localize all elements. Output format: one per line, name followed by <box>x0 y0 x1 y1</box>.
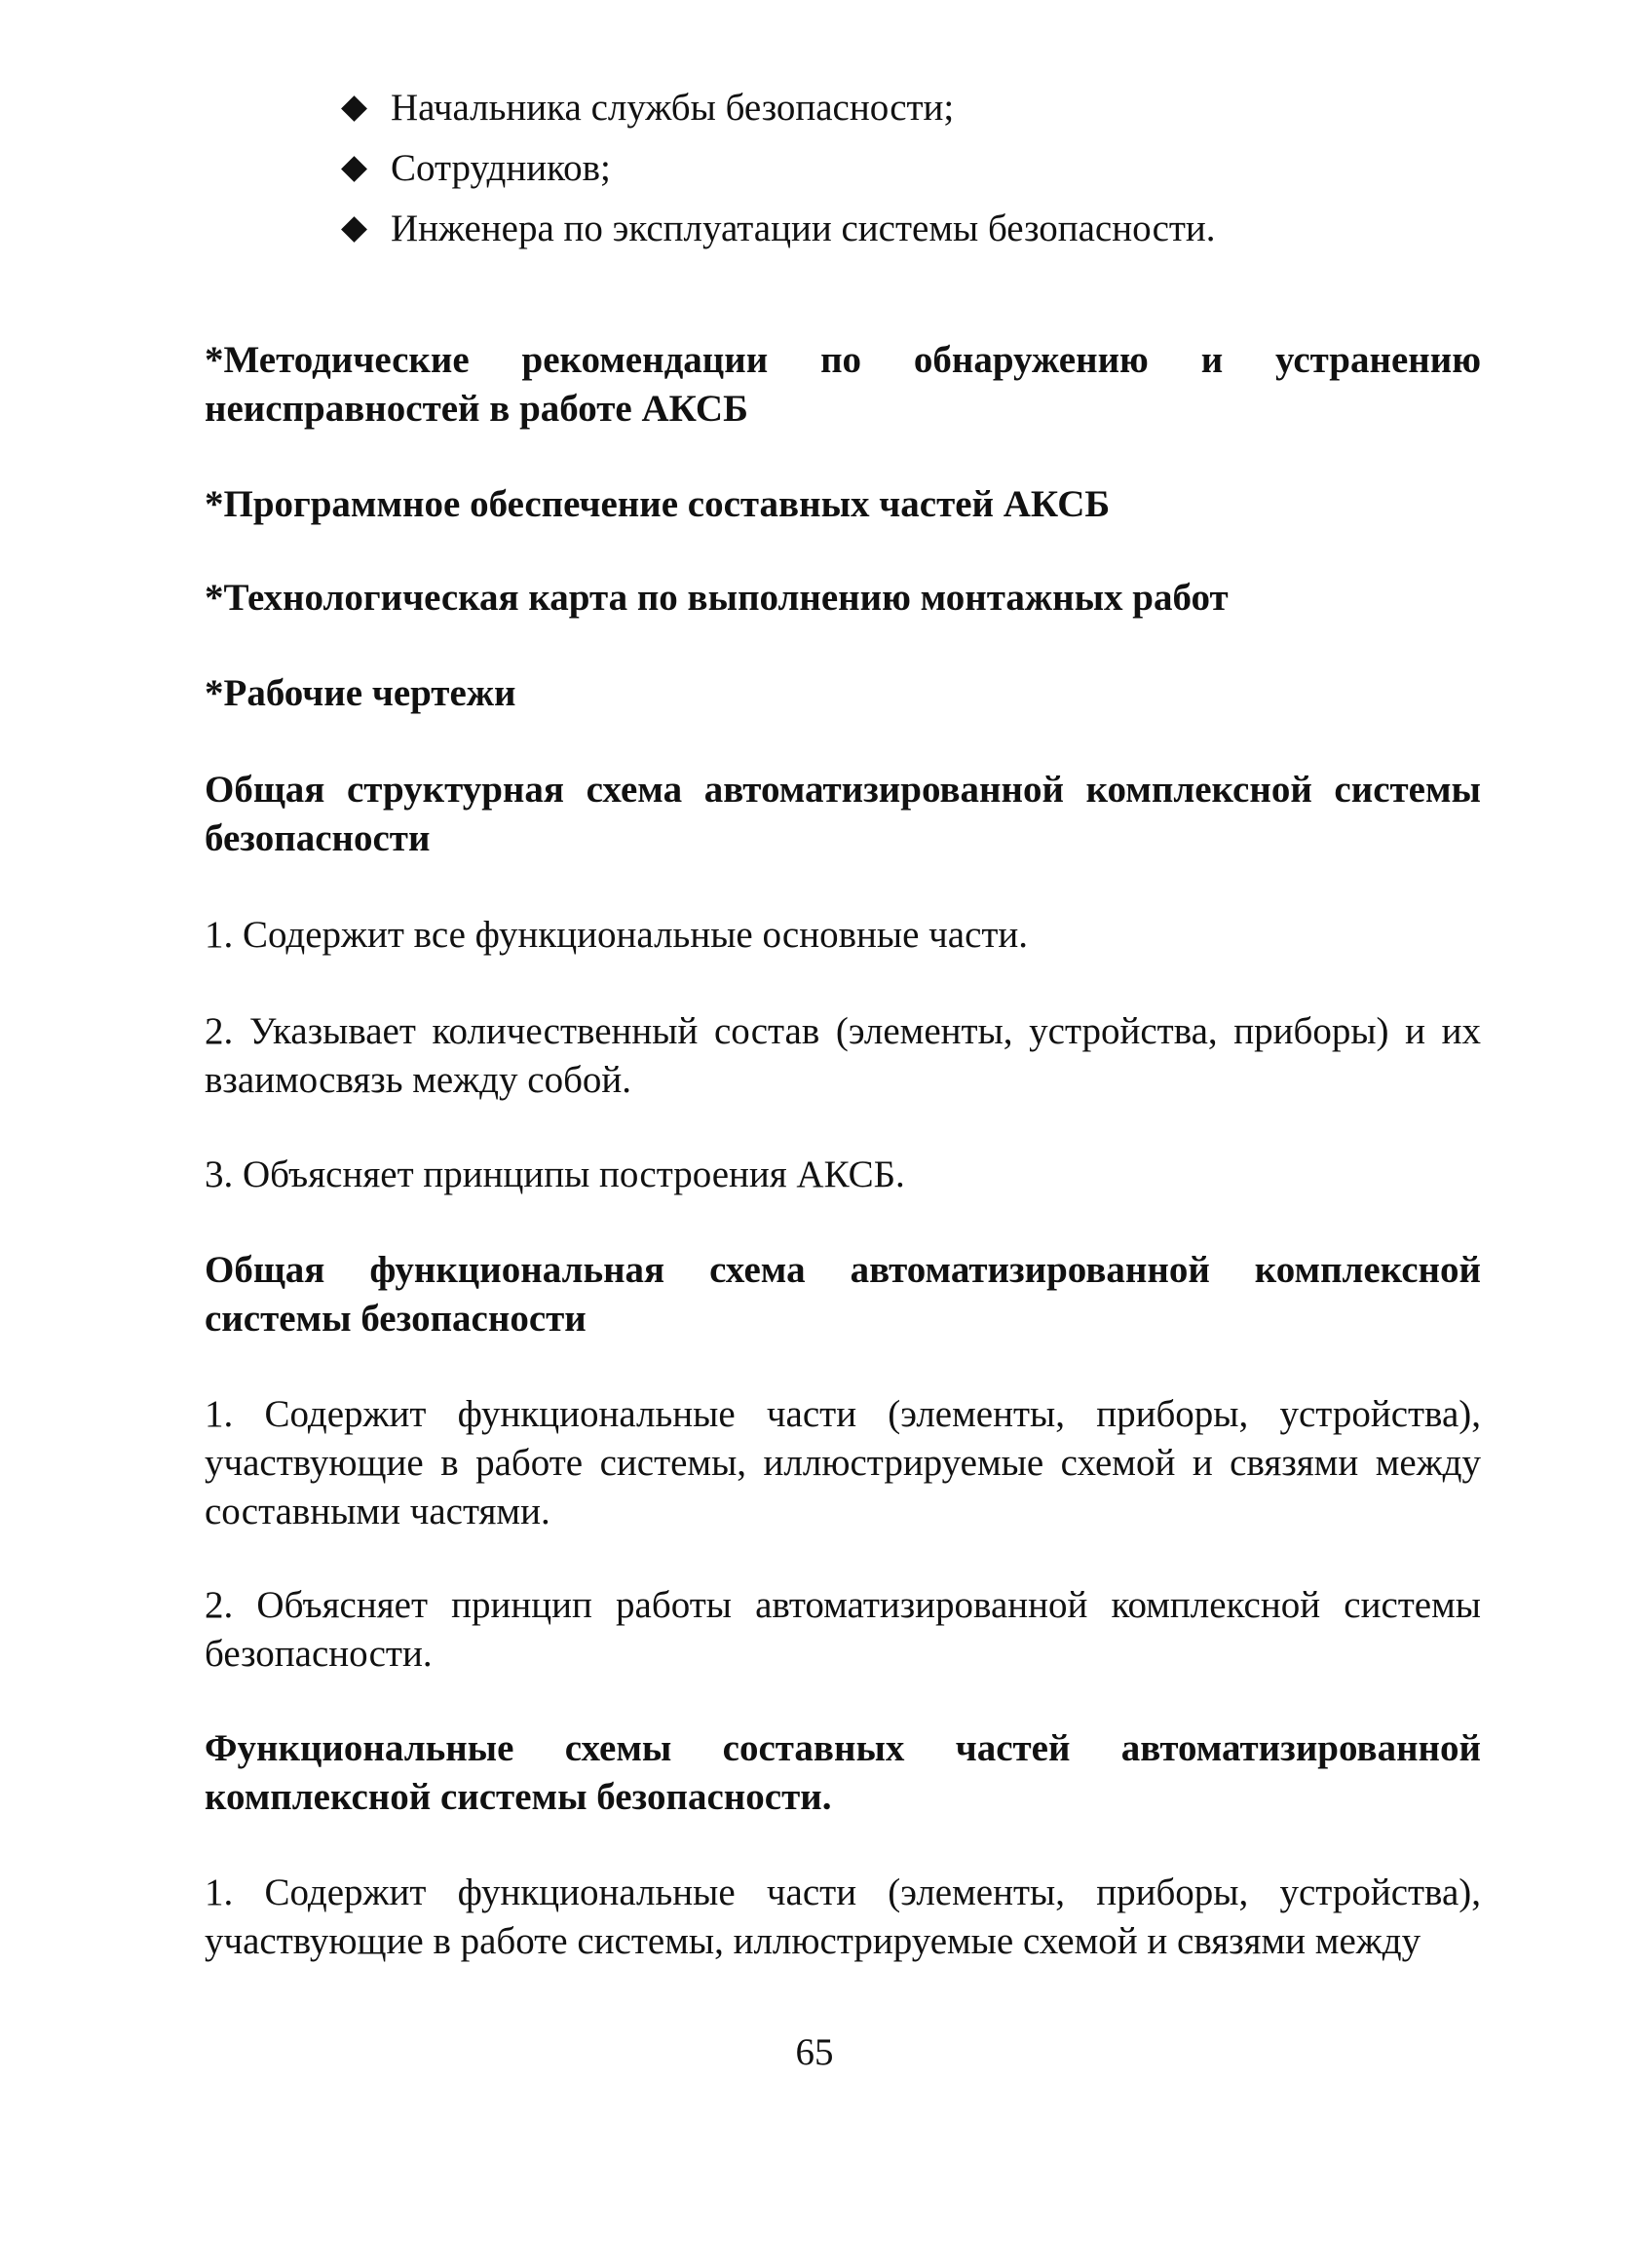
diamond-bullet-icon <box>341 216 367 243</box>
heading-methodical-recommendations: *Методические рекомендации по обнаружению и устранению неисправностей в работе АКСБ <box>205 339 1481 430</box>
structural-item-3: 3. Объясняет принципы построения АКСБ. <box>205 1153 905 1195</box>
functional-item-1: 1. Содержит функциональные части (элементы, приборы, устройства), участвующие в работе системы, иллюстрируемые схемой и связями между составными частями. <box>205 1393 1481 1532</box>
structural-item-1: 1. Содержит все функциональные основные части. <box>205 914 1029 956</box>
list-item-text: Начальника службы безопасности; <box>391 87 955 129</box>
heading-software: *Программное обеспечение составных частей АКСБ <box>205 483 1111 525</box>
heading-component-schemes: Функциональные схемы составных частей автоматизированной комплексной системы безопасности. <box>205 1727 1481 1818</box>
list-item <box>341 78 1216 138</box>
heading-tech-map: *Технологическая карта по выполнению монтажных работ <box>205 577 1229 619</box>
heading-drawings: *Рабочие чертежи <box>205 672 516 714</box>
list-item <box>341 199 1216 259</box>
diamond-bullet-icon <box>341 156 367 182</box>
structural-item-2: 2. Указывает количественный состав (элементы, устройства, приборы) и их взаимосвязь между собой. <box>205 1010 1481 1101</box>
page-number: 65 <box>795 2031 834 2073</box>
components-item-1: 1. Содержит функциональные части (элементы, приборы, устройства), участвующие в работе системы, иллюстрируемые схемой и связями между <box>205 1871 1481 1962</box>
heading-functional-scheme: Общая функциональная схема автоматизированной комплексной системы безопасности <box>205 1249 1481 1340</box>
list-item <box>341 138 1216 199</box>
heading-structural-scheme: Общая структурная схема автоматизированной комплексной системы безопасности <box>205 769 1481 859</box>
diamond-bullet-icon <box>341 95 367 122</box>
list-item-text: Сотрудников; <box>391 147 611 189</box>
functional-item-2: 2. Объясняет принцип работы автоматизированной комплексной системы безопасности. <box>205 1584 1481 1675</box>
recipient-list <box>341 78 1216 259</box>
list-item-text: Инженера по эксплуатации системы безопасности. <box>391 208 1216 249</box>
